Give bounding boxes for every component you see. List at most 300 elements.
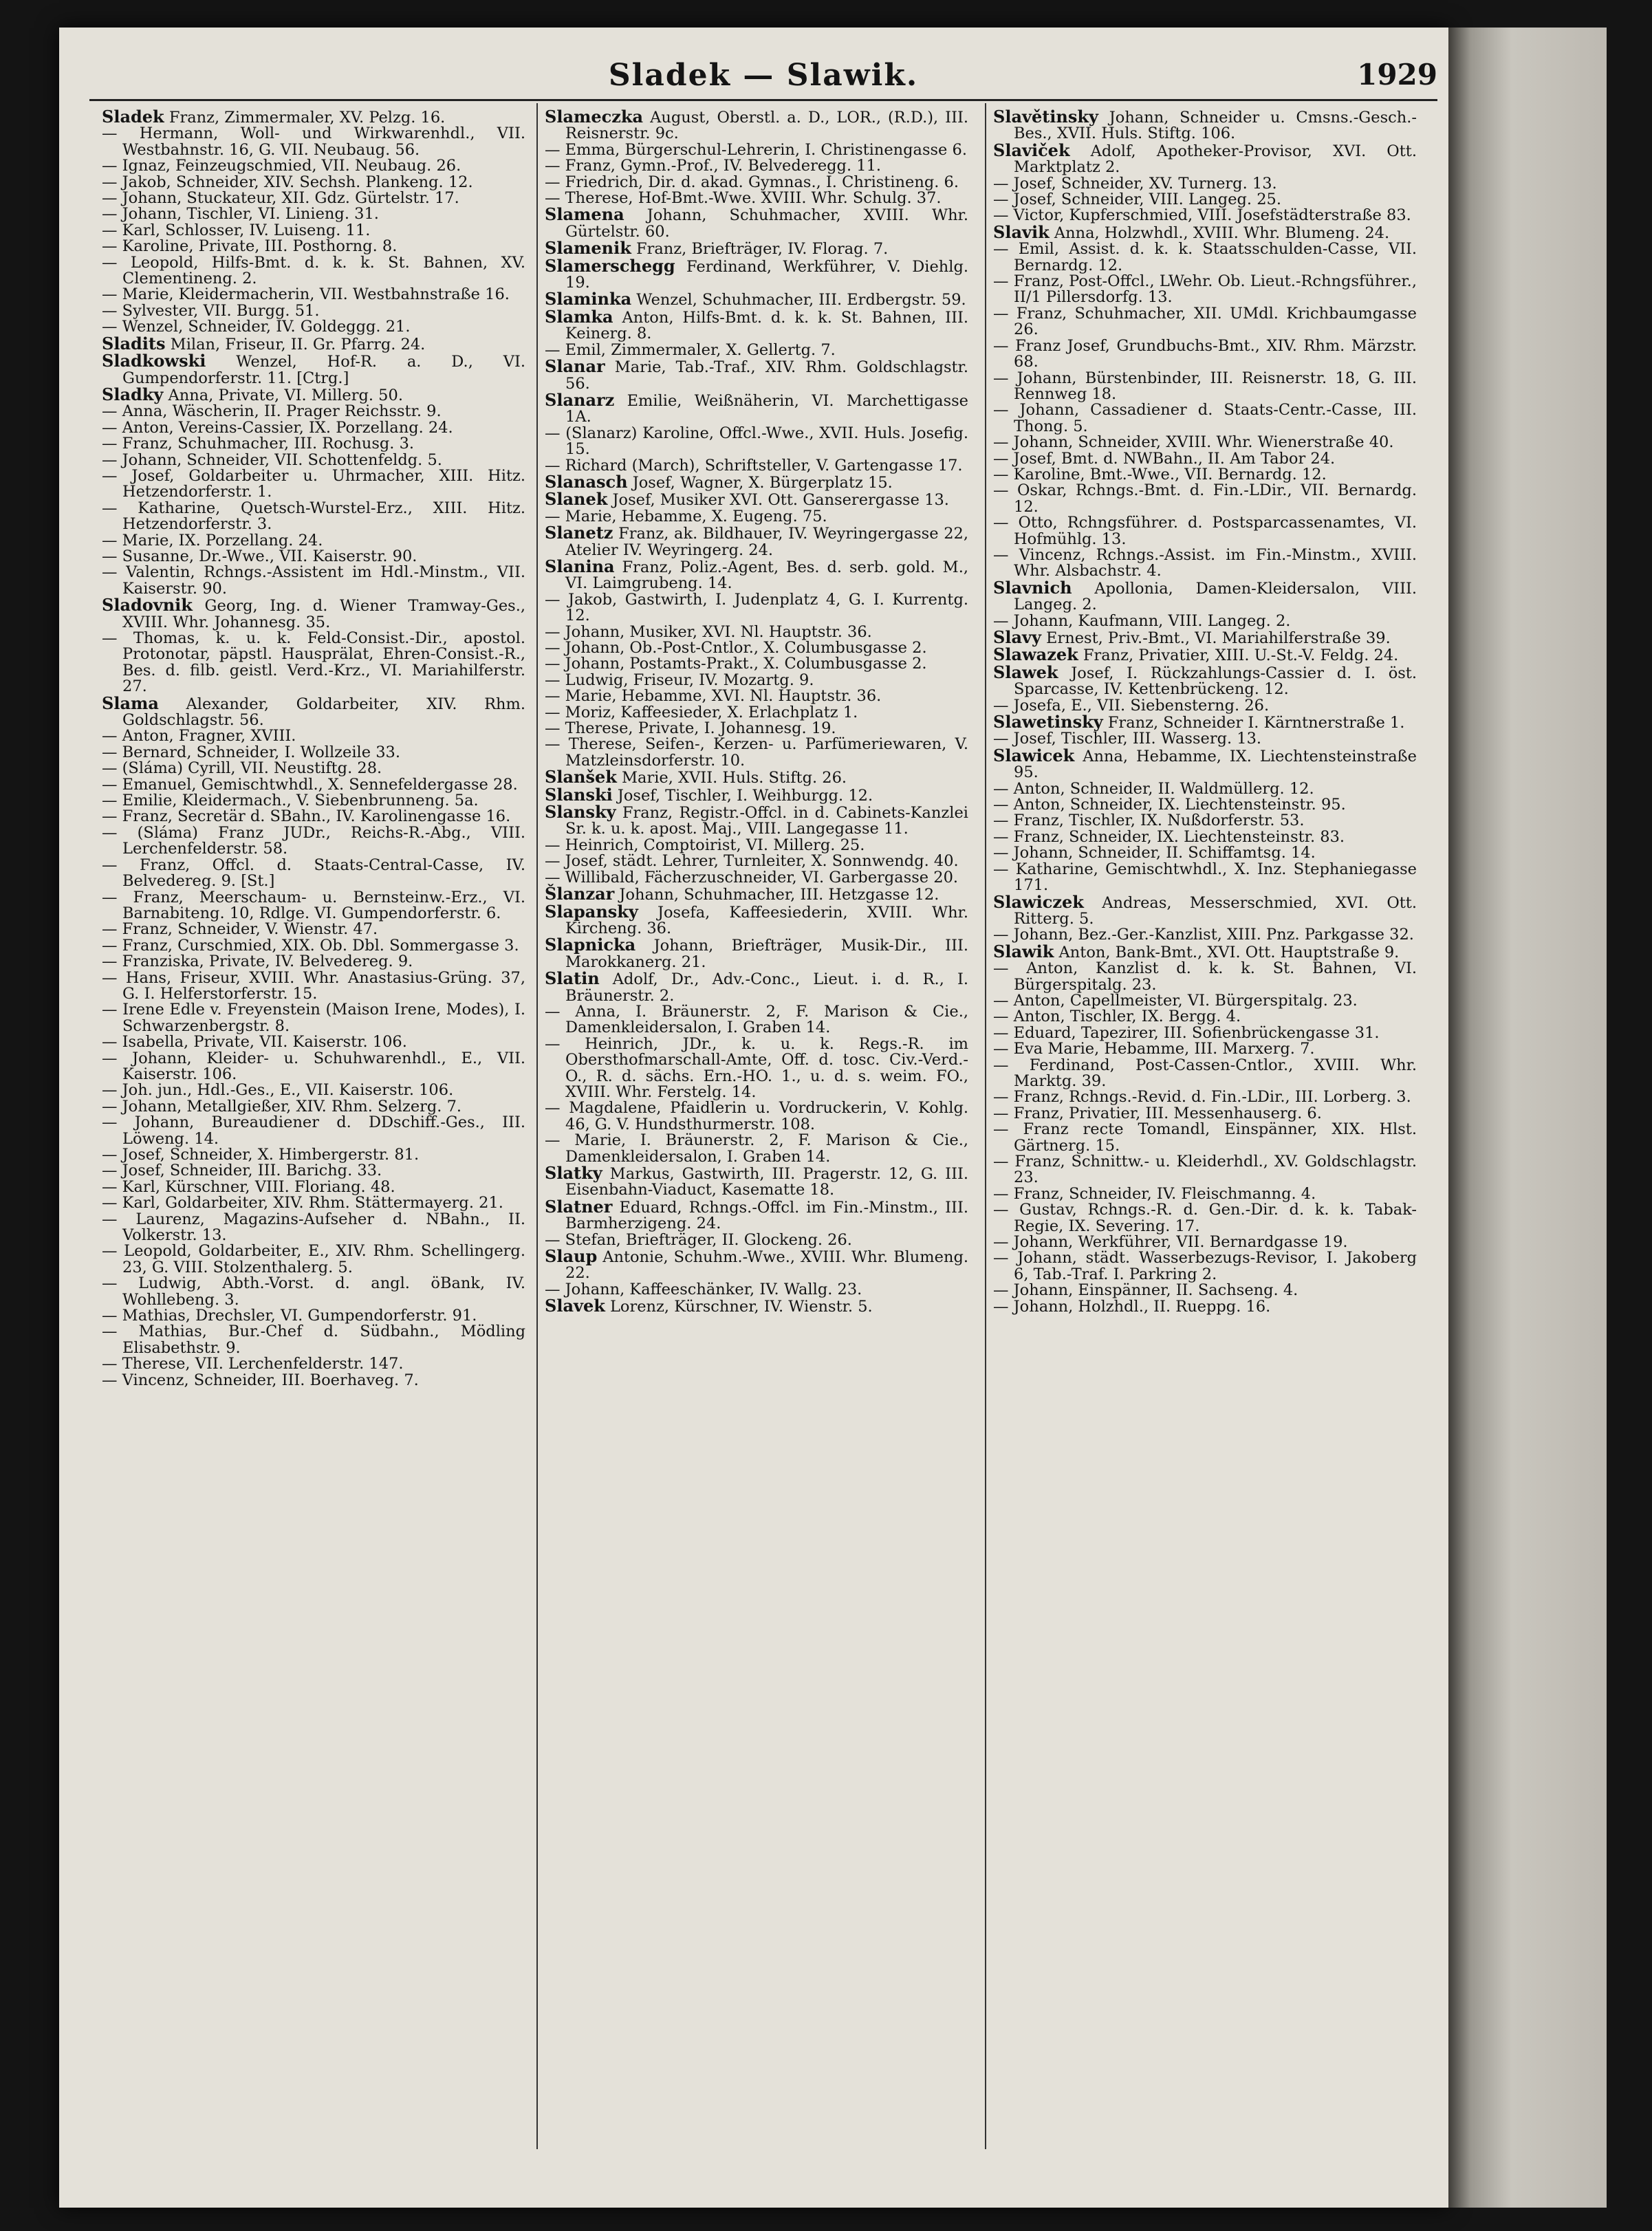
- entry-text: — Franz, Secretär d. SBahn., IV. Karolinengasse 16.: [102, 807, 511, 826]
- entry-text: — Gustav, Rchngs.-R. d. Gen.-Dir. d. k. k. Tabak-Regie, IX. Severing. 17.: [993, 1201, 1417, 1235]
- entry-text: Andreas, Messerschmied, XVI. Ott. Ritterg. 5.: [1014, 893, 1417, 928]
- surname-heading: Slawicek: [993, 745, 1075, 765]
- directory-entry: [102, 970, 525, 1003]
- directory-entry: [545, 109, 968, 142]
- surname-heading: Slanetz: [545, 523, 613, 543]
- entry-text: — Sylvester, VII. Burgg. 51.: [102, 301, 320, 320]
- surname-heading: Slanasch: [545, 471, 628, 492]
- surname-heading: Slamena: [545, 204, 624, 225]
- directory-entry: [102, 825, 525, 858]
- surname-heading: Šlanzar: [545, 884, 615, 904]
- directory-entry: [993, 1202, 1417, 1234]
- entry-text: Milan, Friseur, II. Gr. Pfarrg. 24.: [165, 335, 426, 353]
- surname-heading: Slaup: [545, 1246, 598, 1267]
- surname-heading: Slanek: [545, 489, 608, 510]
- directory-entry: [102, 109, 525, 126]
- entry-text: — Josef, Schneider, X. Himbergerstr. 81.: [102, 1146, 420, 1164]
- directory-entry: [993, 1058, 1417, 1090]
- entry-text: — Karl, Kürschner, VIII. Floriang. 48.: [102, 1177, 395, 1196]
- directory-entry: [102, 1115, 525, 1147]
- surname-heading: Slatner: [545, 1196, 613, 1217]
- directory-entry: [102, 404, 525, 420]
- entry-text: — Johann, Postamts-Prakt., X. Columbusgasse 2.: [545, 655, 927, 673]
- directory-entry: [102, 1308, 525, 1324]
- directory-entry: [993, 1250, 1417, 1283]
- directory-entry: [545, 901, 968, 937]
- directory-entry: [545, 525, 968, 558]
- directory-entry: [545, 673, 968, 688]
- entry-text: — Vincenz, Rchngs.-Assist. im Fin.-Minstm., XVIII. Whr. Alsbachstr. 4.: [993, 545, 1417, 580]
- entry-text: — Willibald, Fächerzuschneider, VI. Garbergasse 20.: [545, 868, 959, 886]
- directory-entry: [102, 858, 525, 890]
- directory-entry: [545, 1232, 968, 1248]
- entry-text: — Karoline, Private, III. Posthorng. 8.: [102, 237, 398, 256]
- entry-text: — Josefa, E., VII. Siebensterng. 26.: [993, 696, 1270, 715]
- entry-text: Lorenz, Kürschner, IV. Wienstr. 5.: [605, 1298, 873, 1316]
- surname-heading: Slanarz: [545, 389, 615, 410]
- directory-entry: [102, 1276, 525, 1308]
- directory-entry: [102, 1243, 525, 1276]
- entry-text: Josef, Wagner, X. Bürgerplatz 15.: [627, 473, 893, 492]
- directory-entry: [545, 342, 968, 358]
- entry-text: — Emil, Assist. d. k. k. Staatsschulden-Casse, VII. Bernardg. 12.: [993, 240, 1417, 274]
- entry-text: — Anna, Wäscherin, II. Prager Reichsstr. 9.: [102, 402, 442, 421]
- entry-text: — Eva Marie, Hebamme, III. Marxerg. 7.: [993, 1040, 1315, 1058]
- entry-text: — Johann, städt. Wasserbezugs-Revisor, I. Jakoberg 6, Tab.-Traf. I. Parkring 2.: [993, 1249, 1417, 1283]
- directory-entry: [102, 1179, 525, 1195]
- directory-entry: [993, 927, 1417, 943]
- surname-heading: Slavětinsky: [993, 107, 1098, 127]
- entry-text: — Moriz, Kaffeesieder, X. Erlachplatz 1.: [545, 703, 858, 721]
- entry-text: — Josef, Tischler, III. Wasserg. 13.: [993, 730, 1262, 748]
- column-divider: [536, 103, 538, 2149]
- entry-text: — Anton, Schneider, II. Waldmüllerg. 12.: [993, 779, 1314, 798]
- entry-text: — Ludwig, Friseur, IV. Mozartg. 9.: [545, 671, 814, 689]
- entry-text: — Emanuel, Gemischtwhdl., X. Sennefeldergasse 28.: [102, 775, 518, 794]
- directory-entry: [102, 1051, 525, 1083]
- directory-entry: [545, 206, 968, 240]
- entry-text: — Therese, Private, I. Johannesg. 19.: [545, 719, 836, 738]
- directory-entry: [545, 1004, 968, 1036]
- entry-text: Franz, Briefträger, IV. Florag. 7.: [631, 240, 889, 259]
- directory-entry: [102, 420, 525, 436]
- directory-entry: [102, 938, 525, 954]
- entry-text: — Marie, IX. Porzellang. 24.: [102, 531, 323, 549]
- column-2: [545, 109, 968, 1316]
- surname-heading: Sladkowski: [102, 351, 206, 371]
- entry-text: — Stefan, Briefträger, II. Glockeng. 26.: [545, 1230, 852, 1249]
- entry-text: — Franz, Post-Offcl., LWehr. Ob. Lieut.-Rchngsführer., II/1 Pillersdorfg. 13.: [993, 272, 1417, 307]
- surname-heading: Slamenik: [545, 238, 631, 259]
- directory-entry: [102, 450, 525, 469]
- entry-text: Wenzel, Schuhmacher, III. Erdbergstr. 59.: [631, 291, 966, 309]
- entry-text: Apollonia, Damen-Kleidersalon, VIII. Langeg. 2.: [1014, 579, 1417, 614]
- entry-text: — Johann, Kaffeeschänker, IV. Wallg. 23.: [545, 1280, 862, 1298]
- directory-entry: [102, 223, 525, 239]
- directory-entry: [102, 501, 525, 533]
- directory-entry: [545, 1196, 968, 1233]
- entry-text: — Franz recte Tomandl, Einspänner, XIX. Hlst. Gärtnerg. 15.: [993, 1120, 1417, 1155]
- directory-entry: [102, 436, 525, 452]
- entry-text: Josefa, Kaffeesiederin, XVIII. Whr. Kircheng. 36.: [565, 903, 968, 937]
- directory-entry: [545, 804, 968, 838]
- directory-entry: [993, 745, 1417, 782]
- entry-text: — Franziska, Private, IV. Belvedereg. 9.: [102, 953, 413, 971]
- entry-text: — Marie, Kleidermacherin, VII. Westbahnstraße 16.: [102, 285, 510, 304]
- entry-text: — Johann, Einspänner, II. Sachseng. 4.: [993, 1281, 1298, 1300]
- directory-entry: [993, 435, 1417, 450]
- entry-text: — Otto, Rchngsführer. d. Postsparcassenamtes, VI. Hofmühlg. 13.: [993, 514, 1417, 548]
- directory-entry: [993, 1299, 1417, 1315]
- entry-text: — Friedrich, Dir. d. akad. Gymnas., I. Christineng. 6.: [545, 173, 959, 191]
- entry-text: Josef, Musiker XVI. Ott. Ganserergasse 13.: [607, 491, 949, 510]
- entry-text: — Josef, Bmt. d. NWBahn., II. Am Tabor 24.: [993, 449, 1336, 468]
- entry-text: Ferdinand, Werkführer, V. Diehlg. 19.: [565, 257, 968, 292]
- entry-text: Franz, Poliz.-Agent, Bes. d. serb. gold. M., VI. Laimgrubeng. 14.: [565, 558, 968, 593]
- directory-entry: [545, 970, 968, 1004]
- entry-text: — Emil, Zimmermaler, X. Gellertg. 7.: [545, 340, 836, 359]
- entry-text: — Magdalene, Pfaidlerin u. Vordruckerin, V. Kohlg. 46, G. V. Hundsthurmerstr. 108.: [545, 1099, 968, 1133]
- entry-text: — Johann, Bureaudiener d. DDschiff.-Ges., III. Löweng. 14.: [102, 1113, 525, 1148]
- entry-text: — Mathias, Drechsler, VI. Gumpendorferstr. 91.: [102, 1307, 477, 1325]
- entry-text: — Leopold, Goldarbeiter, E., XIV. Rhm. Schellingerg. 23, G. VIII. Stolzenthalerg. 5.: [102, 1242, 525, 1276]
- entry-text: — Therese, VII. Lerchenfelderstr. 147.: [102, 1355, 404, 1373]
- directory-entry: [102, 1212, 525, 1244]
- surname-heading: Slawek: [993, 662, 1058, 682]
- entry-text: — Franz, Rchngs.-Revid. d. Fin.-LDir., III. Lorberg. 3.: [993, 1088, 1411, 1107]
- entry-text: — Josef, Schneider, III. Barichg. 33.: [102, 1162, 382, 1180]
- entry-text: — Johann, Cassadiener d. Staats-Centr.-Casse, III. Thong. 5.: [993, 401, 1417, 435]
- entry-text: — Irene Edle v. Freyenstein (Maison Irene, Modes), I. Schwarzenbergstr. 8.: [102, 1001, 525, 1035]
- column-1: [102, 109, 525, 1389]
- directory-entry: [545, 306, 968, 343]
- surname-heading: Slanski: [545, 784, 613, 805]
- entry-text: — Anton, Fragner, XVIII.: [102, 727, 296, 746]
- entry-text: — (Sláma) Franz JUDr., Reichs-R.-Abg., VIII. Lerchenfelderstr. 58.: [102, 823, 525, 858]
- entry-text: Marie, Tab.-Traf., XIV. Rhm. Goldschlagstr. 56.: [565, 358, 968, 393]
- entry-text: — Johann, Schneider, VII. Schottenfeldg. 5.: [102, 450, 442, 469]
- surname-heading: Slawetinsky: [993, 712, 1103, 732]
- entry-text: — Katharine, Quetsch-Wurstel-Erz., XIII. Hitz. Hetzendorferstr. 3.: [102, 499, 525, 534]
- directory-entry: [102, 353, 525, 387]
- entry-text: — Franz, Schneider, V. Wienstr. 47.: [102, 920, 378, 939]
- directory-entry: [993, 1122, 1417, 1154]
- directory-entry: [545, 142, 968, 158]
- directory-entry: [545, 1036, 968, 1101]
- entry-text: Markus, Gastwirth, III. Pragerstr. 12, G. III. Eisenbahn-Viaduct, Kasematte 18.: [565, 1165, 968, 1199]
- directory-entry: [993, 109, 1417, 142]
- directory-entry: [993, 577, 1417, 614]
- directory-entry: [102, 1163, 525, 1179]
- entry-text: — Josef, Goldarbeiter u. Uhrmacher, XIII. Hitz. Hetzendorferstr. 1.: [102, 466, 525, 501]
- directory-entry: [993, 891, 1417, 928]
- directory-entry: [102, 1147, 525, 1163]
- entry-text: Franz, Zimmermaler, XV. Pelzg. 16.: [164, 109, 446, 127]
- directory-entry: [993, 941, 1417, 961]
- directory-entry: [545, 737, 968, 769]
- directory-entry: [102, 1356, 525, 1372]
- entry-text: Wenzel, Hof-R. a. D., VI. Gumpendorferstr. 11. [Ctrg.]: [122, 353, 525, 387]
- entry-text: — Josef, Schneider, VIII. Langeg. 25.: [993, 191, 1281, 209]
- directory-entry: [102, 126, 525, 158]
- entry-text: — Franz Josef, Grundbuchs-Bmt., XIV. Rhm. Märzstr. 68.: [993, 336, 1417, 371]
- entry-text: Johann, Schuhmacher, XVIII. Whr. Gürtelstr. 60.: [565, 206, 968, 241]
- directory-entry: [102, 565, 525, 597]
- directory-entry: [993, 829, 1417, 845]
- directory-entry: [545, 1133, 968, 1165]
- entry-text: Eduard, Rchngs.-Offcl. im Fin.-Minstm., III. Barmherzigeng. 24.: [565, 1198, 968, 1233]
- entry-text: — Franz, Tischler, IX. Nußdorferstr. 53.: [993, 812, 1305, 830]
- entry-text: — Johann, Bez.-Ger.-Kanzlist, XIII. Pnz. Parkgasse 32.: [993, 926, 1414, 944]
- entry-text: — Susanne, Dr.-Wwe., VII. Kaiserstr. 90.: [102, 547, 417, 565]
- entry-text: — Johann, Musiker, XVI. Nl. Hauptstr. 36.: [545, 622, 872, 641]
- entry-text: — Therese, Seifen-, Kerzen- u. Parfümeriewaren, V. Matzleinsdorferstr. 10.: [545, 735, 968, 770]
- directory-entry: [993, 306, 1417, 338]
- directory-entry: [102, 533, 525, 549]
- directory-entry: [993, 961, 1417, 993]
- surname-heading: Slapansky: [545, 901, 638, 922]
- directory-entry: [545, 592, 968, 624]
- entry-text: Georg, Ing. d. Wiener Tramway-Ges., XVIII. Whr. Johannesg. 35.: [122, 597, 525, 631]
- entry-text: — Heinrich, Comptoirist, VI. Millerg. 25.: [545, 836, 865, 854]
- entry-text: — Josef, Schneider, XV. Turnerg. 13.: [993, 174, 1277, 193]
- directory-entry: [102, 1082, 525, 1098]
- entry-text: — Josef, städt. Lehrer, Turnleiter, X. Sonnwendg. 40.: [545, 852, 959, 871]
- directory-entry: [993, 192, 1417, 208]
- directory-entry: [102, 549, 525, 565]
- column-3: [993, 109, 1417, 1315]
- directory-entry: [545, 471, 968, 492]
- entry-text: — Johann, Ob.-Post-Cntlor., X. Columbusgasse 2.: [545, 639, 927, 657]
- entry-text: August, Oberstl. a. D., LOR., (R.D.), III. Reisnerstr. 9c.: [565, 109, 968, 143]
- directory-entry: [102, 1324, 525, 1356]
- directory-entry: [993, 1025, 1417, 1041]
- entry-text: — Franz, Gymn.-Prof., IV. Belvederegg. 11.: [545, 157, 882, 175]
- surname-heading: Slavek: [545, 1296, 605, 1316]
- book-edge: [1448, 28, 1607, 2208]
- surname-heading: Slawiczek: [993, 891, 1084, 912]
- entry-text: — Leopold, Hilfs-Bmt. d. k. k. St. Bahnen, XV. Clementineng. 2.: [102, 253, 525, 288]
- entry-text: — Thomas, k. u. k. Feld-Consist.-Dir., apostol. Protonotar, päpstl. Hausprälat, Ehren-Consist.-R., Bes. d. filb. geistl. Verd.-Krz., VI. Mariahilferstr. 27.: [102, 629, 525, 696]
- surname-heading: Slatin: [545, 968, 600, 989]
- surname-heading: Sladits: [102, 333, 166, 353]
- directory-entry: [993, 714, 1417, 731]
- entry-text: — Jakob, Gastwirth, I. Judenplatz 4, G. I. Kurrentg. 12.: [545, 590, 968, 625]
- directory-entry: [993, 862, 1417, 894]
- directory-entry: [102, 1195, 525, 1211]
- directory-entry: [993, 483, 1417, 515]
- directory-entry: [102, 809, 525, 825]
- directory-entry: [993, 241, 1417, 274]
- entry-text: — Johann, Bürstenbinder, III. Reisnerstr. 18, G. III. Rennweg 18.: [993, 369, 1417, 403]
- entry-text: — Anton, Kanzlist d. k. k. St. Bahnen, VI. Bürgerspitalg. 23.: [993, 959, 1417, 994]
- surname-heading: Slaminka: [545, 289, 632, 309]
- entry-text: Ernest, Priv.-Bmt., VI. Mariahilferstraße 39.: [1041, 629, 1391, 647]
- entry-text: — Wenzel, Schneider, IV. Goldeggg. 21.: [102, 318, 411, 336]
- directory-entry: [993, 142, 1417, 176]
- directory-entry: [102, 206, 525, 222]
- entry-text: — Anton, Tischler, IX. Bergg. 4.: [993, 1008, 1241, 1026]
- directory-entry: [545, 1165, 968, 1199]
- directory-entry: [545, 656, 968, 672]
- surname-heading: Slama: [102, 693, 159, 713]
- page-number: 1929: [1357, 58, 1437, 91]
- entry-text: — Karl, Goldarbeiter, XIV. Rhm. Stättermayerg. 21.: [102, 1194, 503, 1212]
- directory-entry: [102, 597, 525, 631]
- directory-entry: [993, 451, 1417, 467]
- directory-entry: [545, 838, 968, 853]
- directory-entry: [102, 1034, 525, 1050]
- directory-entry: [545, 624, 968, 640]
- directory-entry: [993, 1186, 1417, 1202]
- surname-heading: Slaviček: [993, 140, 1070, 160]
- surname-heading: Sladek: [102, 107, 164, 127]
- directory-entry: [993, 208, 1417, 224]
- directory-entry: [102, 287, 525, 303]
- directory-entry: [993, 845, 1417, 861]
- entry-text: — Bernard, Schneider, I. Wollzeile 33.: [102, 743, 400, 761]
- directory-entry: [545, 389, 968, 426]
- directory-entry: [993, 781, 1417, 797]
- directory-entry: [102, 191, 525, 206]
- directory-entry: [102, 954, 525, 970]
- directory-entry: [102, 631, 525, 695]
- entry-text: — Johann, Metallgießer, XIV. Rhm. Selzerg. 7.: [102, 1097, 462, 1116]
- directory-entry: [993, 1106, 1417, 1122]
- entry-text: — Anna, I. Bräunerstr. 2, F. Marison & Cie., Damenkleidersalon, I. Graben 14.: [545, 1002, 968, 1037]
- entry-text: Franz, ak. Bildhauer, IV. Weyringergasse 22, Atelier IV. Weyringerg. 24.: [565, 525, 968, 559]
- entry-text: — Franz, Schuhmacher, III. Rochusg. 3.: [102, 435, 415, 453]
- entry-text: — Johann, Kleider- u. Schuhwarenhdl., E., VII. Kaiserstr. 106.: [102, 1049, 525, 1083]
- entry-text: — Ignaz, Feinzeugschmied, VII. Neubaug. 26.: [102, 157, 461, 175]
- entry-text: Anton, Bank-Bmt., XVI. Ott. Hauptstraße 9.: [1054, 943, 1400, 961]
- directory-entry: [545, 688, 968, 704]
- surname-heading: Slavik: [993, 221, 1050, 242]
- entry-text: — Marie, Hebamme, XVI. Nl. Hauptstr. 36.: [545, 687, 882, 706]
- column-divider: [985, 103, 986, 2149]
- directory-entry: [102, 793, 525, 809]
- directory-entry: [102, 761, 525, 776]
- entry-text: — (Slanarz) Karoline, Offcl.-Wwe., XVII. Huls. Josefig. 15.: [545, 424, 968, 459]
- header-rule: [89, 99, 1437, 101]
- surname-heading: Slavnich: [993, 577, 1072, 598]
- directory-entry: [993, 221, 1417, 242]
- directory-entry: [102, 384, 525, 404]
- entry-text: — Isabella, Private, VII. Kaiserstr. 106.: [102, 1033, 407, 1052]
- directory-entry: [993, 1089, 1417, 1105]
- directory-entry: [993, 467, 1417, 483]
- entry-text: — Victor, Kupferschmied, VIII. Josefstädterstraße 83.: [993, 206, 1411, 225]
- entry-text: Emilie, Weißnäherin, VI. Marchettigasse 1A.: [565, 391, 968, 426]
- entry-text: Anton, Hilfs-Bmt. d. k. k. St. Bahnen, III. Keinerg. 8.: [565, 308, 968, 343]
- entry-text: — Eduard, Tapezirer, III. Sofienbrückengasse 31.: [993, 1023, 1380, 1042]
- surname-heading: Slamka: [545, 306, 613, 327]
- directory-entry: [993, 176, 1417, 192]
- directory-entry: [102, 745, 525, 761]
- directory-entry: [993, 993, 1417, 1009]
- page-title: Sladek — Slawik.: [608, 58, 919, 93]
- entry-text: Johann, Schuhmacher, III. Hetzgasse 12.: [614, 886, 939, 904]
- entry-text: — Karoline, Bmt.-Wwe., VII. Bernardg. 12.: [993, 465, 1327, 483]
- directory-entry: [993, 1283, 1417, 1298]
- directory-entry: [545, 426, 968, 458]
- directory-entry: [545, 175, 968, 191]
- directory-entry: [102, 695, 525, 729]
- entry-text: Johann, Briefträger, Musik-Dir., III. Marokkanerg. 21.: [565, 937, 968, 971]
- surname-heading: Slamerschegg: [545, 255, 675, 276]
- entry-text: — Anton, Capellmeister, VI. Bürgerspitalg. 23.: [993, 991, 1358, 1010]
- entry-text: Adolf, Apotheker-Provisor, XVI. Ott. Marktplatz 2.: [1014, 142, 1417, 177]
- entry-text: — Hermann, Woll- und Wirkwarenhdl., VII. Westbahnstr. 16, G. VII. Neubaug. 56.: [102, 124, 525, 159]
- entry-text: — Anton, Vereins-Cassier, IX. Porzellang. 24.: [102, 418, 453, 437]
- directory-entry: [102, 239, 525, 254]
- directory-entry: [545, 491, 968, 508]
- directory-entry: [993, 515, 1417, 547]
- entry-text: — Karl, Schlosser, IV. Luiseng. 11.: [102, 221, 371, 239]
- surname-heading: Slatky: [545, 1163, 602, 1183]
- directory-entry: [545, 937, 968, 970]
- surname-heading: Slameczka: [545, 107, 644, 127]
- surname-heading: Slanšek: [545, 767, 617, 787]
- directory-entry: [545, 1282, 968, 1298]
- directory-entry: [102, 255, 525, 287]
- directory-entry: [545, 358, 968, 392]
- entry-text: Antonie, Schuhm.-Wwe., XVIII. Whr. Blumeng. 22.: [565, 1248, 968, 1283]
- entry-text: — Marie, Hebamme, X. Eugeng. 75.: [545, 507, 827, 525]
- entry-text: — Franz, Meerschaum- u. Bernsteinw.-Erz., VI. Barnabiteng. 10, Rdlge. VI. Gumpendorferstr. 6.: [102, 888, 525, 922]
- surname-heading: Slanar: [545, 356, 605, 377]
- entry-text: Anna, Private, VI. Millerg. 50.: [163, 386, 403, 404]
- directory-entry: [102, 1373, 525, 1389]
- directory-entry: [545, 853, 968, 869]
- entry-text: — Therese, Hof-Bmt.-Wwe. XVIII. Whr. Schulg. 37.: [545, 189, 942, 208]
- surname-heading: Slanina: [545, 556, 615, 576]
- entry-text: — Marie, I. Bräunerstr. 2, F. Marison & Cie., Damenkleidersalon, I. Graben 14.: [545, 1131, 968, 1166]
- directory-entry: [102, 1099, 525, 1115]
- entry-text: Josef, Tischler, I. Weihburgg. 12.: [612, 786, 873, 805]
- page-header: [89, 58, 1437, 106]
- directory-entry: [993, 1009, 1417, 1025]
- directory-entry: [102, 175, 525, 191]
- directory-entry: [545, 1298, 968, 1315]
- directory-entry: [545, 705, 968, 721]
- surname-heading: Slansky: [545, 802, 616, 823]
- entry-text: — Johann, Tischler, VI. Linieng. 31.: [102, 205, 379, 224]
- directory-entry: [993, 402, 1417, 435]
- entry-text: Alexander, Goldarbeiter, XIV. Rhm. Goldschlagstr. 56.: [122, 695, 525, 730]
- directory-entry: [545, 640, 968, 656]
- entry-text: — Emilie, Kleidermach., V. Siebenbrunneng. 5a.: [102, 792, 479, 810]
- entry-text: Josef, I. Rückzahlungs-Cassier d. I. öst. Sparcasse, IV. Kettenbrückeng. 12.: [1014, 664, 1417, 699]
- entry-text: Franz, Schneider I. Kärntnerstraße 1.: [1102, 714, 1405, 732]
- directory-entry: [102, 303, 525, 319]
- entry-text: Adolf, Dr., Adv.-Conc., Lieut. i. d. R., I. Bräunerstr. 2.: [565, 970, 968, 1005]
- directory-entry: [545, 558, 968, 592]
- entry-text: — Franz, Curschmied, XIX. Ob. Dbl. Sommergasse 3.: [102, 936, 519, 955]
- entry-text: Franz, Registr.-Offcl. in d. Cabinets-Kanzlei Sr. k. u. k. apost. Maj., VIII. Langegasse 11.: [565, 804, 968, 838]
- directory-entry: [993, 547, 1417, 580]
- directory-entry: [993, 797, 1417, 813]
- directory-entry: [545, 255, 968, 292]
- entry-text: Johann, Schneider u. Cmsns.-Gesch.-Bes., XVII. Huls. Stiftg. 106.: [1014, 109, 1417, 143]
- directory-entry: [993, 813, 1417, 829]
- surname-heading: Sladovnik: [102, 595, 193, 616]
- directory-entry: [102, 468, 525, 501]
- surname-heading: Sladky: [102, 384, 164, 404]
- entry-text: — Franz, Privatier, III. Messenhauserg. 6.: [993, 1104, 1322, 1122]
- directory-entry: [993, 1154, 1417, 1186]
- directory-entry: [993, 1234, 1417, 1250]
